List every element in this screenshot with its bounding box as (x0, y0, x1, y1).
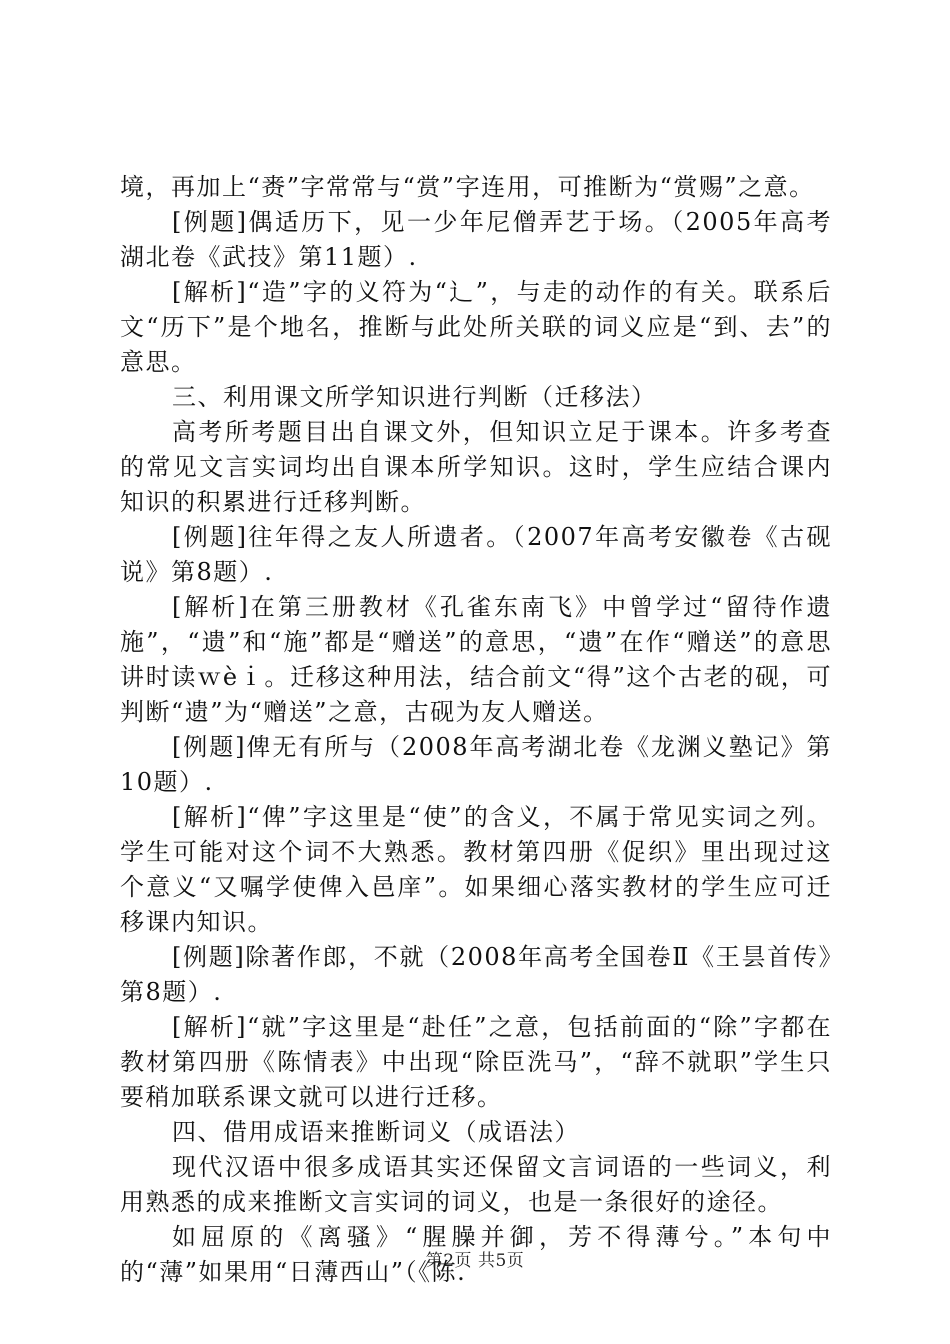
paragraph: [例题]偶适历下，见一少年尼僧弄艺于场。（2005年高考湖北卷《武技》第11题）. (120, 208, 832, 271)
paragraph: [例题]往年得之友人所遗者。（2007年高考安徽卷《古砚说》第8题）. (120, 523, 832, 586)
paragraph: [解析]“俾”字这里是“使”的含义，不属于常见实词之列。学生可能对这个词不大熟悉。教材第四册《促织》里出现过这个意义“又嘱学使俾入邑庠”。如果细心落实教材的学生应可迁移课内知识。 (120, 803, 832, 936)
paragraph: [解析]在第三册教材《孔雀东南飞》中曾学过“留待作遗施”，“遗”和“施”都是“赠送”的意思，“遗”在作“赠送”的意思讲时读ｗèｉ。迁移这种用法，结合前文“得”这个古老的砚，可判断“遗”为“赠送”之意，古砚为友人赠送。 (120, 593, 832, 726)
paragraph: [例题]除著作郎，不就（2008年高考全国卷Ⅱ《王昙首传》第8题）. (120, 943, 832, 1006)
paragraph: 高考所考题目出自课文外，但知识立足于课本。许多考查的常见文言实词均出自课本所学知识。这时，学生应结合课内知识的积累进行迁移判断。 (120, 418, 832, 516)
paragraph: 现代汉语中很多成语其实还保留文言词语的一些词义，利用熟悉的成来推断文言实词的词义，也是一条很好的途径。 (120, 1153, 832, 1216)
paragraph: [例题]俾无有所与（2008年高考湖北卷《龙渊义塾记》第10题）. (120, 733, 832, 796)
document-body (120, 170, 832, 1290)
page-number-footer: 第2页 共5页 (425, 1251, 525, 1271)
paragraph: 境，再加上“赉”字常常与“赏”字连用，可推断为“赏赐”之意。 (120, 173, 815, 201)
paragraph: 四、借用成语来推断词义（成语法） (172, 1118, 580, 1146)
paragraph: 三、利用课文所学知识进行判断（迁移法） (172, 383, 657, 411)
paragraph: 如屈原的《离骚》“腥臊并御，芳不得薄兮。”本句中的“薄”如果用“日薄西山”（《陈. (120, 1223, 832, 1286)
paragraph: [解析]“造”字的义符为“辶”，与走的动作的有关。联系后文“历下”是个地名，推断与此处所关联的词义应是“到、去”的意思。 (120, 278, 832, 376)
paragraph: [解析]“就”字这里是“赴任”之意，包括前面的“除”字都在教材第四册《陈情表》中出现“除臣洗马”，“辞不就职”学生只要稍加联系课文就可以进行迁移。 (120, 1013, 832, 1111)
